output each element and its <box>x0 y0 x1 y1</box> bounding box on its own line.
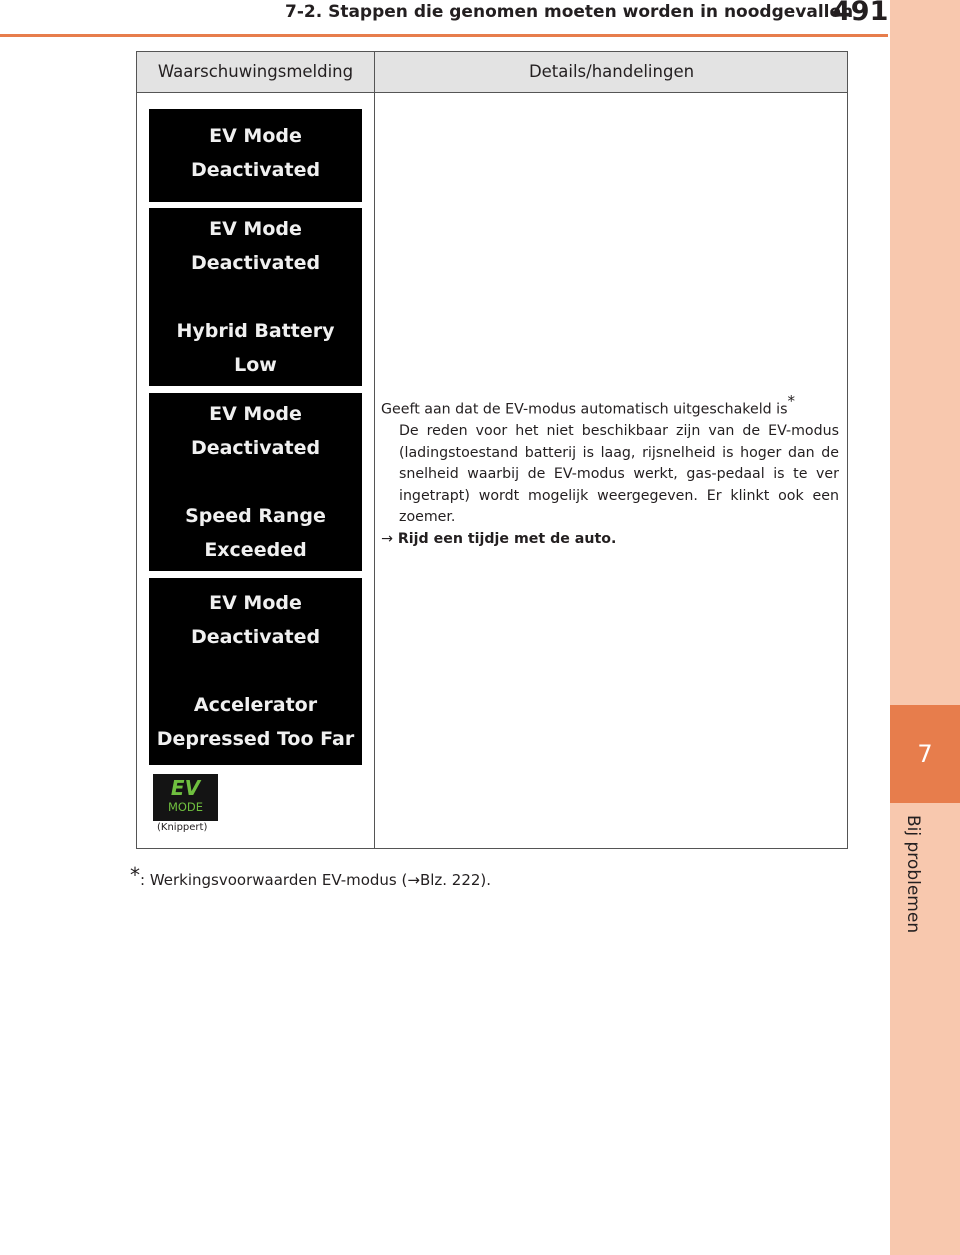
page-header-title: 7-2. Stappen die genomen moeten worden in noodgevallen <box>285 2 854 22</box>
table-header-row <box>137 52 847 93</box>
display-line: Hybrid Battery <box>176 320 335 342</box>
footnote-text: : Werkingsvoorwaarden EV-modus (→Blz. 222). <box>140 871 492 889</box>
ev-indicator-top-text: EV <box>170 776 201 800</box>
details-cell <box>381 393 839 550</box>
display-message-accelerator-depressed <box>149 578 362 765</box>
details-intro-text: Geeft aan dat de EV-modus automatisch uitgeschakeld is <box>381 401 788 418</box>
display-message-speed-range-exceeded <box>149 393 362 571</box>
display-line: EV Mode <box>209 592 302 614</box>
display-line: Accelerator <box>193 694 318 716</box>
warning-table <box>136 51 848 849</box>
display-line: Deactivated <box>190 437 321 459</box>
ev-mode-indicator-icon <box>153 774 218 821</box>
chapter-label: Bij problemen <box>903 815 923 934</box>
header-divider <box>0 34 888 37</box>
display-message-hybrid-battery-low <box>149 208 362 386</box>
column-header-details: Details/handelingen <box>374 52 848 92</box>
display-line: Low <box>234 354 277 376</box>
details-body: De reden voor het niet beschikbaar zijn van de EV-modus (ladingstoestand batterij is laag, rijsnelheid is hoger dan de snelheid waarbij de EV-modus werkt, gas-pedaal is te ver ingetrapt) wordt mogelijk weergegeven. Er klinkt ook een zoemer. <box>399 423 839 526</box>
display-line: Exceeded <box>204 539 307 561</box>
footnote <box>130 863 492 890</box>
details-footnote-marker: * <box>787 392 796 410</box>
display-line: Depressed Too Far <box>156 728 355 750</box>
ev-indicator-bottom-text: MODE <box>167 800 204 814</box>
display-line: Deactivated <box>190 252 321 274</box>
display-line: Speed Range <box>185 505 326 527</box>
chapter-number: 7 <box>890 705 960 803</box>
page-number: 491 <box>832 0 889 27</box>
column-divider <box>374 92 375 848</box>
display-line: EV Mode <box>209 125 302 147</box>
display-line: Deactivated <box>190 626 321 648</box>
column-header-warning: Waarschuwingsmelding <box>157 62 354 81</box>
chapter-side-tab <box>890 0 960 1255</box>
display-line: EV Mode <box>209 218 302 240</box>
arrow-icon: → <box>381 530 393 547</box>
footnote-marker: * <box>130 863 140 887</box>
display-message-ev-deactivated <box>149 109 362 202</box>
details-action <box>381 529 839 551</box>
display-line: Deactivated <box>190 159 321 181</box>
display-line: EV Mode <box>209 403 302 425</box>
details-intro <box>381 393 839 421</box>
details-action-text: Rijd een tijdje met de auto. <box>397 530 617 547</box>
indicator-caption: (Knippert) <box>157 822 208 833</box>
